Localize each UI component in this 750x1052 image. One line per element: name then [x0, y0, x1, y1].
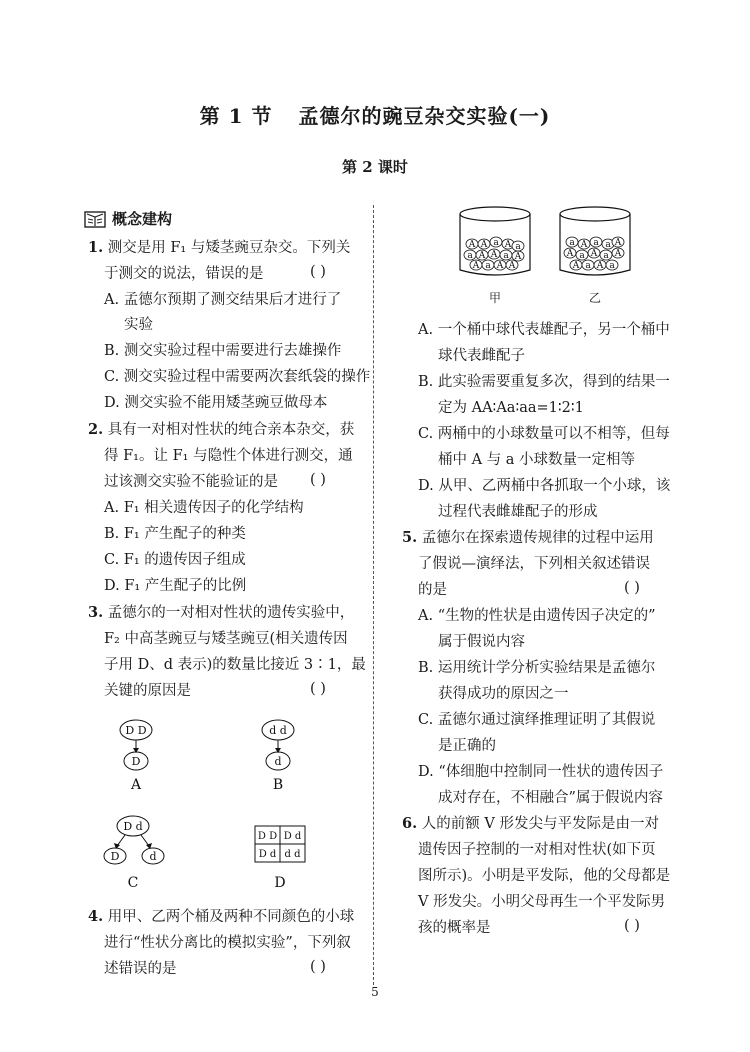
diagram-a	[120, 720, 152, 770]
svg-text:D D: D D	[125, 724, 147, 737]
q2-option-c: C. F₁ 的遗传因子组成	[104, 552, 246, 568]
q1-stem-2: 于测交的说法，错误的是	[104, 266, 264, 282]
q2-stem-3: 过该测交实验不能验证的是	[104, 474, 278, 490]
svg-text:D D: D D	[257, 831, 278, 842]
svg-text:A: A	[566, 249, 574, 259]
q2-option-d: D. F₁ 产生配子的比例	[104, 578, 247, 594]
diagram-c-label: C	[127, 875, 139, 891]
q1-option-b: B. 测交实验过程中需要进行去雄操作	[104, 343, 342, 359]
q4-option-b: B. 此实验需要重复多次，得到的结果一	[418, 374, 670, 390]
q6-stem-1: 6. 人的前额 V 形发尖与平发际是由一对	[402, 815, 659, 832]
diagram-c	[104, 816, 164, 864]
svg-text:D d: D d	[283, 831, 302, 842]
svg-text:A: A	[468, 240, 476, 250]
svg-text:d d: d d	[284, 849, 301, 860]
svg-text:D d: D d	[258, 849, 277, 860]
svg-text:a: a	[609, 261, 615, 271]
svg-text:a: a	[569, 238, 575, 248]
diagram-b	[262, 720, 294, 770]
q4-option-c-cont: 桶中 A 与 a 小球数量一定相等	[438, 452, 636, 468]
q4-stem-3: 述错误的是	[104, 961, 177, 977]
svg-text:a: a	[493, 238, 499, 248]
q3-diagrams	[95, 715, 365, 895]
q1-stem-1: 1. 测交是用 F₁ 与矮茎豌豆杂交。下列关	[88, 239, 351, 256]
q5-option-d-cont: 成对存在，不相融合”属于假说内容	[438, 790, 663, 806]
bucket-yi	[560, 207, 630, 275]
bucket-label-yi: 乙	[589, 291, 602, 305]
svg-text:A: A	[614, 238, 622, 248]
svg-text:A: A	[580, 240, 588, 250]
q4-stem-1: 4. 用甲、乙两个桶及两种不同颜色的小球	[88, 908, 355, 925]
q1-option-a: A. 孟德尔预期了测交结果后才进行了	[104, 292, 342, 308]
q5-option-c-cont: 是正确的	[438, 738, 496, 754]
q3-stem-1: 3. 孟德尔的一对相对性状的遗传实验中，	[88, 604, 355, 621]
diagram-d	[255, 826, 305, 862]
svg-text:A: A	[572, 261, 580, 271]
page-title	[0, 100, 750, 129]
q2-option-b: B. F₁ 产生配子的种类	[104, 526, 246, 542]
q4-option-a-cont: 球代表雌配子	[438, 348, 525, 364]
q1-option-c: C. 测交实验过程中需要两次套纸袋的操作	[104, 369, 371, 385]
svg-text:A: A	[590, 249, 598, 259]
q3-stem-2: F₂ 中高茎豌豆与矮茎豌豆(相关遗传因	[104, 631, 348, 647]
svg-text:A: A	[480, 240, 488, 250]
svg-text:a: a	[515, 242, 521, 252]
svg-text:d: d	[149, 850, 157, 863]
q2-option-a: A. F₁ 相关遗传因子的化学结构	[104, 500, 304, 516]
q3-stem-3: 子用 D、d 表示)的数量比接近 3∶1，最	[104, 657, 366, 673]
bucket-jia	[460, 207, 530, 275]
q5-stem-2: 了假说—演绎法，下列相关叙述错误	[418, 556, 650, 572]
q5-option-c: C. 孟德尔通过演绎推理证明了其假说	[418, 712, 656, 728]
q2-answer-paren[interactable]: ( )	[310, 472, 326, 488]
q4-option-a: A. 一个桶中球代表雄配子，另一个桶中	[418, 322, 670, 338]
q4-option-d-cont: 过程代表雌雄配子的形成	[438, 504, 598, 520]
svg-text:A: A	[504, 240, 512, 250]
svg-text:A: A	[496, 261, 504, 271]
q6-stem-2: 遗传因子控制的一对相对性状(如下页	[418, 842, 656, 858]
q4-stem-2: 进行“性状分离比的模拟实验”，下列叙	[104, 935, 351, 951]
q4-option-b-cont: 定为 AA∶Aa∶aa=1∶2∶1	[438, 400, 584, 416]
q5-stem-1: 5. 孟德尔在探索遗传规律的过程中运用	[402, 529, 654, 546]
section-title: 概念建构	[112, 210, 173, 228]
q2-stem-1: 2. 具有一对相对性状的纯合亲本杂交，获	[88, 421, 355, 438]
svg-text:a: a	[485, 261, 491, 271]
q6-stem-3: 图所示)。小明是平发际，他的父母都是	[418, 868, 671, 884]
q6-stem-4: V 形发尖。小明父母再生一个平发际男	[418, 894, 666, 910]
q5-option-a-cont: 属于假说内容	[438, 634, 525, 650]
svg-text:a: a	[503, 251, 509, 261]
svg-text:A: A	[614, 249, 622, 259]
svg-text:A: A	[514, 252, 522, 262]
q5-option-d: D. “体细胞中控制同一性状的遗传因子	[418, 764, 664, 780]
svg-text:a: a	[579, 251, 585, 261]
q2-stem-2: 得 F₁。让 F₁ 与隐性个体进行测交，通	[104, 448, 353, 464]
q5-option-b: B. 运用统计学分析实验结果是孟德尔	[418, 660, 656, 676]
diagram-a-label: A	[130, 777, 142, 793]
q6-stem-5: 孩的概率是	[418, 920, 491, 936]
q5-option-a: A. “生物的性状是由遗传因子决定的”	[418, 608, 656, 624]
q5-answer-paren[interactable]: ( )	[624, 580, 640, 596]
q1-option-a-cont: 实验	[124, 317, 153, 333]
q6-answer-paren[interactable]: ( )	[624, 918, 640, 934]
concept-book-icon	[84, 209, 106, 229]
svg-text:A: A	[508, 261, 516, 271]
q1-option-d: D. 测交实验不能用矮茎豌豆做母本	[104, 395, 328, 411]
bucket-label-jia: 甲	[489, 291, 502, 305]
svg-text:D: D	[110, 850, 120, 863]
svg-text:a: a	[585, 261, 591, 271]
svg-text:a: a	[467, 251, 473, 261]
section-name: 孟德尔的豌豆杂交实验(一)	[298, 104, 551, 128]
bucket-figure	[450, 200, 650, 300]
svg-text:d d: d d	[269, 724, 287, 737]
q4-option-d: D. 从甲、乙两桶中各抓取一个小球，该	[418, 478, 671, 494]
svg-text:A: A	[490, 250, 498, 260]
svg-text:D d: D d	[123, 820, 143, 833]
svg-text:a: a	[605, 240, 611, 250]
svg-text:d: d	[274, 755, 282, 768]
q4-option-c: C. 两桶中的小球数量可以不相等，但每	[418, 426, 670, 442]
section-number: 第 1 节	[199, 104, 273, 128]
q4-answer-paren[interactable]: ( )	[310, 959, 326, 975]
q1-answer-paren[interactable]: ( )	[310, 264, 326, 280]
svg-text:a: a	[603, 251, 609, 261]
q3-answer-paren[interactable]: ( )	[310, 681, 326, 697]
q3-stem-4: 关键的原因是	[104, 683, 191, 699]
lesson-subtitle: 第 2 课时	[342, 158, 408, 176]
diagram-b-label: B	[272, 777, 284, 793]
svg-text:A: A	[596, 261, 604, 271]
svg-text:a: a	[593, 238, 599, 248]
svg-text:A: A	[472, 261, 480, 271]
q5-option-b-cont: 获得成功的原因之一	[438, 686, 569, 702]
column-divider	[373, 205, 374, 985]
section-header	[84, 208, 172, 229]
q5-stem-3: 的是	[418, 582, 447, 598]
svg-text:A: A	[478, 251, 486, 261]
page-number: 5	[371, 985, 379, 999]
diagram-d-label: D	[274, 875, 286, 891]
svg-text:D: D	[131, 755, 141, 768]
